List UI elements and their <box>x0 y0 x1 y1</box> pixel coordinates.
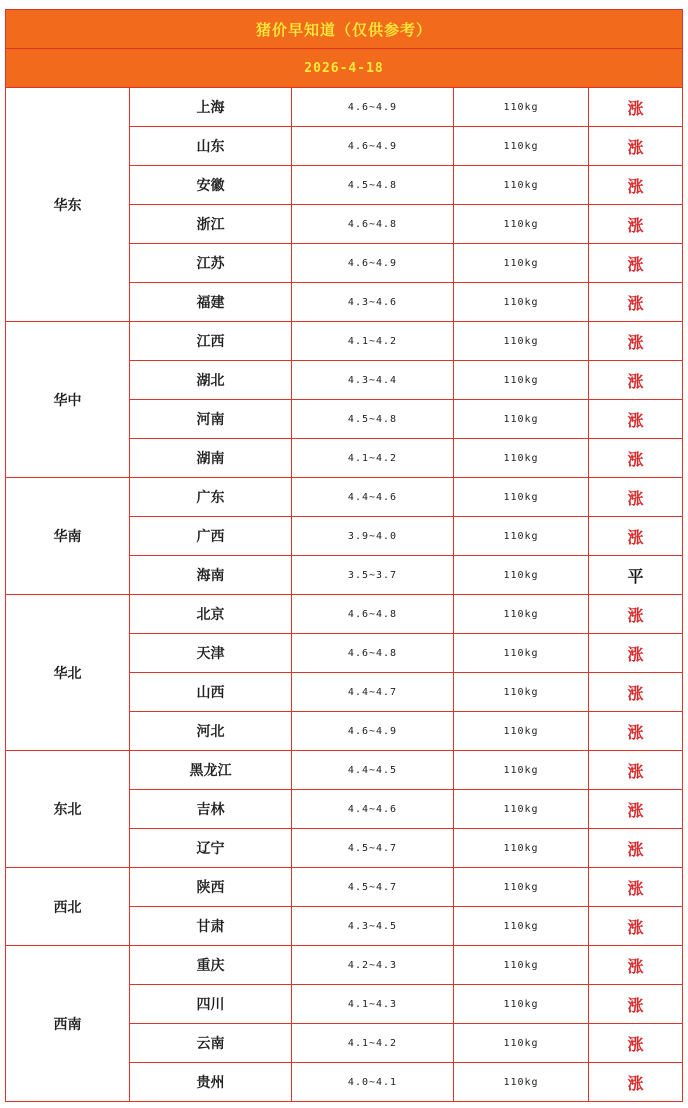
trend-cell: 涨 <box>589 751 683 790</box>
trend-cell: 涨 <box>589 829 683 868</box>
price-cell: 4.1~4.2 <box>292 322 454 361</box>
price-cell: 3.5~3.7 <box>292 556 454 595</box>
province-cell: 山东 <box>130 127 292 166</box>
price-cell: 4.6~4.9 <box>292 244 454 283</box>
price-cell: 4.6~4.8 <box>292 595 454 634</box>
province-cell: 云南 <box>130 1024 292 1063</box>
weight-cell: 110kg <box>454 790 589 829</box>
weight-cell: 110kg <box>454 88 589 127</box>
weight-cell: 110kg <box>454 595 589 634</box>
price-cell: 4.3~4.4 <box>292 361 454 400</box>
price-cell: 4.0~4.1 <box>292 1063 454 1102</box>
province-cell: 江苏 <box>130 244 292 283</box>
province-cell: 甘肃 <box>130 907 292 946</box>
price-cell: 4.4~4.7 <box>292 673 454 712</box>
price-cell: 4.6~4.8 <box>292 634 454 673</box>
price-rows <box>6 88 683 1102</box>
province-cell: 四川 <box>130 985 292 1024</box>
table-row <box>6 88 683 127</box>
province-cell: 河北 <box>130 712 292 751</box>
province-cell: 重庆 <box>130 946 292 985</box>
price-cell: 4.6~4.9 <box>292 712 454 751</box>
trend-cell: 涨 <box>589 712 683 751</box>
price-cell: 4.4~4.6 <box>292 790 454 829</box>
price-cell: 4.1~4.2 <box>292 439 454 478</box>
province-cell: 山西 <box>130 673 292 712</box>
price-cell: 4.1~4.2 <box>292 1024 454 1063</box>
price-cell: 4.5~4.8 <box>292 400 454 439</box>
price-cell: 4.5~4.7 <box>292 868 454 907</box>
pig-price-table <box>5 9 683 1102</box>
region-cell: 华南 <box>6 478 130 595</box>
weight-cell: 110kg <box>454 907 589 946</box>
province-cell: 陕西 <box>130 868 292 907</box>
weight-cell: 110kg <box>454 400 589 439</box>
province-cell: 江西 <box>130 322 292 361</box>
trend-cell: 涨 <box>589 322 683 361</box>
weight-cell: 110kg <box>454 127 589 166</box>
trend-cell: 涨 <box>589 127 683 166</box>
province-cell: 吉林 <box>130 790 292 829</box>
weight-cell: 110kg <box>454 829 589 868</box>
trend-cell: 涨 <box>589 244 683 283</box>
weight-cell: 110kg <box>454 361 589 400</box>
province-cell: 贵州 <box>130 1063 292 1102</box>
province-cell: 天津 <box>130 634 292 673</box>
province-cell: 上海 <box>130 88 292 127</box>
trend-cell: 涨 <box>589 868 683 907</box>
trend-cell: 涨 <box>589 361 683 400</box>
weight-cell: 110kg <box>454 439 589 478</box>
trend-cell: 涨 <box>589 166 683 205</box>
weight-cell: 110kg <box>454 1024 589 1063</box>
weight-cell: 110kg <box>454 556 589 595</box>
table-row <box>6 595 683 634</box>
province-cell: 北京 <box>130 595 292 634</box>
weight-cell: 110kg <box>454 283 589 322</box>
trend-cell: 涨 <box>589 673 683 712</box>
trend-cell: 涨 <box>589 1063 683 1102</box>
price-cell: 4.3~4.5 <box>292 907 454 946</box>
trend-cell: 涨 <box>589 517 683 556</box>
table-row <box>6 751 683 790</box>
trend-cell: 涨 <box>589 478 683 517</box>
price-cell: 3.9~4.0 <box>292 517 454 556</box>
weight-cell: 110kg <box>454 868 589 907</box>
trend-cell: 涨 <box>589 790 683 829</box>
region-cell: 东北 <box>6 751 130 868</box>
province-cell: 辽宁 <box>130 829 292 868</box>
weight-cell: 110kg <box>454 205 589 244</box>
province-cell: 福建 <box>130 283 292 322</box>
weight-cell: 110kg <box>454 166 589 205</box>
weight-cell: 110kg <box>454 322 589 361</box>
province-cell: 广西 <box>130 517 292 556</box>
trend-cell: 涨 <box>589 205 683 244</box>
trend-cell: 涨 <box>589 283 683 322</box>
trend-cell: 涨 <box>589 595 683 634</box>
weight-cell: 110kg <box>454 751 589 790</box>
province-cell: 黑龙江 <box>130 751 292 790</box>
province-cell: 广东 <box>130 478 292 517</box>
price-cell: 4.6~4.8 <box>292 205 454 244</box>
price-cell: 4.3~4.6 <box>292 283 454 322</box>
weight-cell: 110kg <box>454 985 589 1024</box>
province-cell: 海南 <box>130 556 292 595</box>
weight-cell: 110kg <box>454 946 589 985</box>
trend-cell: 涨 <box>589 439 683 478</box>
province-cell: 河南 <box>130 400 292 439</box>
price-cell: 4.1~4.3 <box>292 985 454 1024</box>
weight-cell: 110kg <box>454 517 589 556</box>
region-cell: 西南 <box>6 946 130 1102</box>
trend-cell: 涨 <box>589 88 683 127</box>
price-cell: 4.6~4.9 <box>292 127 454 166</box>
weight-cell: 110kg <box>454 478 589 517</box>
price-cell: 4.6~4.9 <box>292 88 454 127</box>
weight-cell: 110kg <box>454 712 589 751</box>
price-cell: 4.5~4.8 <box>292 166 454 205</box>
price-cell: 4.2~4.3 <box>292 946 454 985</box>
price-cell: 4.4~4.5 <box>292 751 454 790</box>
trend-cell: 涨 <box>589 634 683 673</box>
trend-cell: 涨 <box>589 985 683 1024</box>
region-cell: 西北 <box>6 868 130 946</box>
weight-cell: 110kg <box>454 673 589 712</box>
trend-cell: 涨 <box>589 946 683 985</box>
price-cell: 4.4~4.6 <box>292 478 454 517</box>
province-cell: 湖南 <box>130 439 292 478</box>
trend-cell: 涨 <box>589 1024 683 1063</box>
trend-cell: 涨 <box>589 907 683 946</box>
table-row <box>6 868 683 907</box>
region-cell: 华中 <box>6 322 130 478</box>
trend-cell: 平 <box>589 556 683 595</box>
province-cell: 浙江 <box>130 205 292 244</box>
province-cell: 湖北 <box>130 361 292 400</box>
region-cell: 华北 <box>6 595 130 751</box>
table-row <box>6 946 683 985</box>
trend-cell: 涨 <box>589 400 683 439</box>
region-cell: 华东 <box>6 88 130 322</box>
province-cell: 安徽 <box>130 166 292 205</box>
page-title: 猪价早知道（仅供参考） <box>6 10 683 49</box>
weight-cell: 110kg <box>454 1063 589 1102</box>
weight-cell: 110kg <box>454 634 589 673</box>
table-row <box>6 322 683 361</box>
weight-cell: 110kg <box>454 244 589 283</box>
report-date: 2026-4-18 <box>6 49 683 88</box>
table-row <box>6 478 683 517</box>
price-cell: 4.5~4.7 <box>292 829 454 868</box>
